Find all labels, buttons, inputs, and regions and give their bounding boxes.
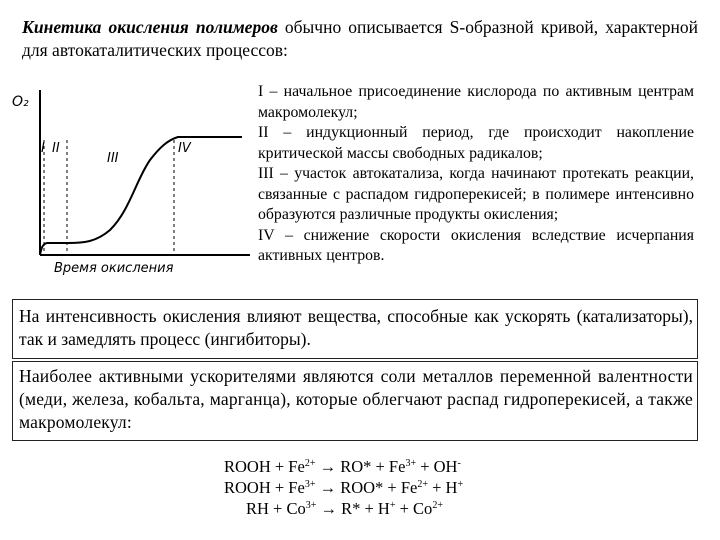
reactions-block: [180, 456, 520, 519]
inhibitors-catalysts-box: [12, 299, 698, 359]
intro-text: обычно описывается S-образной кривой, характерной для автокаталитических процессов:: [22, 17, 698, 60]
r1-charge-c: -: [457, 458, 461, 469]
box2-text: Наиболее активными ускорителями являются соли металлов переменной валентности (меди, железа, кобальта, марганца), которые облегчают распад гидроперекисей, а также макромолекул:: [19, 366, 693, 432]
r2-charge-a: 3+: [304, 479, 316, 490]
r3-charge-b: +: [389, 500, 396, 511]
r3-products-tail: + Co: [395, 499, 433, 518]
r1-reactants: ROOH + Fe: [224, 457, 305, 476]
legend-item-4: IV – снижение скорости окисления вследствие исчерпания активных центров.: [258, 226, 694, 264]
r2-reactants: ROOH + Fe: [224, 478, 305, 497]
legend-item-3: III – участок автокатализа, когда начинают протекать реакции, связанные с распадом гидроперекисей; в полимере интенсивно образуются различные продукты окисления;: [258, 165, 694, 223]
r1-arrow-icon: →: [315, 457, 341, 476]
r3-charge-c: 2+: [432, 500, 443, 511]
legend-item-1: I – начальное присоединение кислорода по активным центрам макромолекул;: [258, 83, 694, 121]
r2-charge-c: +: [457, 479, 464, 490]
r3-charge-a: 3+: [305, 500, 317, 511]
reaction-2: [180, 477, 520, 498]
intro-bold-lead: Кинетика окисления полимеров: [22, 17, 278, 37]
s-curve: [40, 137, 242, 255]
stage-label-2: II: [52, 141, 60, 156]
legend-item-2: II – индукционный период, где происходит накопление критической массы свободных радикалов;: [258, 124, 694, 162]
r1-products: RO* + Fe: [340, 457, 406, 476]
r2-products-tail: + H: [428, 478, 458, 497]
intro-paragraph: [22, 16, 698, 62]
s-curve-plot: [10, 90, 255, 290]
box1-text: На интенсивность окисления влияют вещества, способные как ускорять (катализаторы), так и замедлять процесс (ингибиторы).: [19, 306, 693, 349]
reaction-3: [180, 498, 520, 519]
r3-arrow-icon: →: [316, 499, 342, 518]
r1-charge-b: 3+: [405, 458, 417, 469]
stage-legend: [258, 82, 694, 267]
accelerators-box: [12, 361, 698, 441]
r1-products-tail: + OH: [416, 457, 458, 476]
oxidation-kinetics-graph: [10, 90, 255, 290]
r1-charge-a: 2+: [304, 458, 316, 469]
r2-charge-b: 2+: [417, 479, 428, 490]
r3-reactants: RH + Co: [246, 499, 306, 518]
y-axis-label: O₂: [12, 94, 29, 110]
r2-products: ROO* + Fe: [340, 478, 418, 497]
reaction-1: [180, 456, 520, 477]
stage-label-1: I: [41, 141, 45, 156]
stage-label-3: III: [107, 151, 119, 166]
stage-label-4: IV: [178, 141, 191, 156]
r3-products: R* + H: [341, 499, 390, 518]
x-axis-label: Время окисления: [54, 261, 174, 276]
r2-arrow-icon: →: [315, 478, 341, 497]
